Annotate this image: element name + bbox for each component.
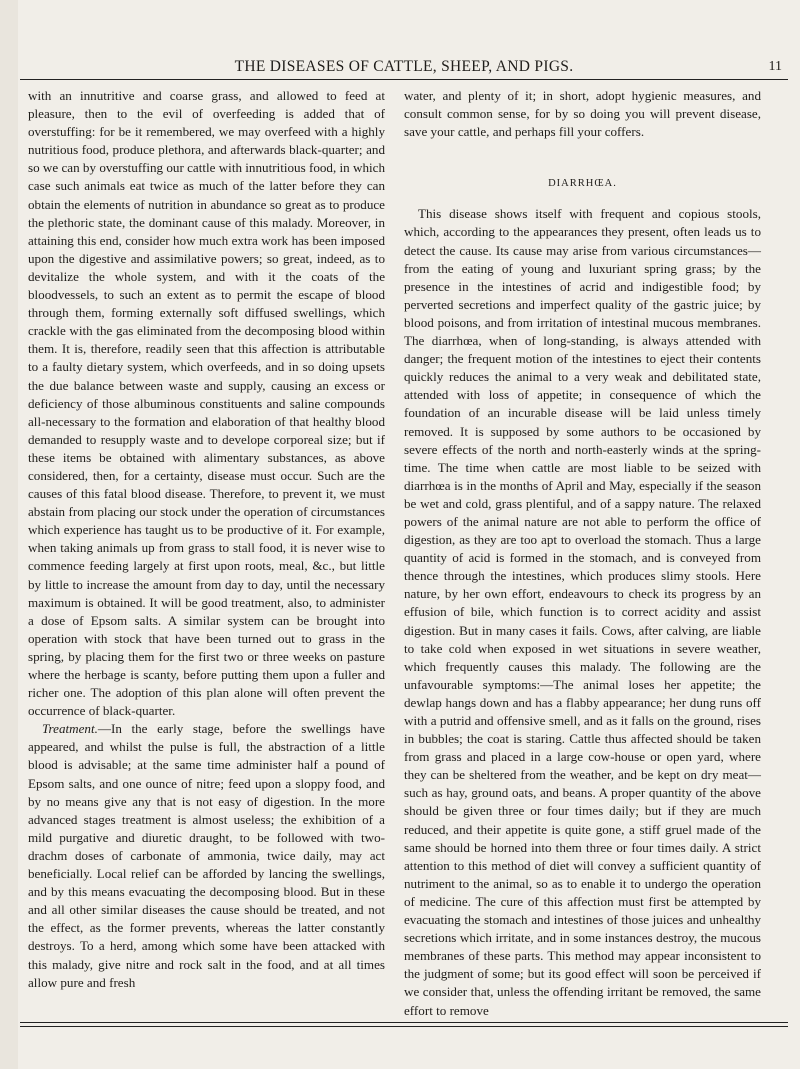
page-number: 11 — [768, 59, 782, 74]
footer-rule — [20, 1022, 788, 1023]
right-paragraph-2: This disease shows itself with frequent and copious stools, which, according to the appearances they present, often leads us to detect the cause. Its cause may arise from various circumstances—from the eating of young and luxuriant spring grass; by the presence in the intestines of acrid and indigestible food; by perverted secretions and imperfect quality of the gastric juice; by blood poisons, and from irritation of intestinal mucous membranes. The diarrhœa, when of long-standing, is always attended with danger; the frequent motion of the intestines to eject their contents quickly reduces the animal to a very weak and debilitated state, attended with loss of appetite; in consequence of which the foundation of an incurable disease will be laid unless timely removed. It is supposed by some authors to be occasioned by severe effects of the north and north-easterly winds at the spring-time. The time when cattle are most liable to be seized with diarrhœa is in the months of April and May, especially if the season be wet and cold, grass plentiful, and of a sappy nature. The relaxed powers of the animal nature are not able to perform the office of digestion, as they are too apt to overload the stomach. Thus a large quantity of acid is formed in the stomach, and is conveyed from thence through the intestines, which produces slimy stools. Here nature, by her own effort, endeavours to check its progress by an effusion of bile, which function is to correct acidity and assist digestion. But in many cases it fails. Cows, after calving, are liable to take cold when exposed in wet situations in severe weather, which frequently causes this malady. The following are the unfavourable symptoms:—The animal loses her appetite; the dewlap hangs down and has a flabby appearance; her dung runs off with a putrid and offensive smell, and as it falls on the ground, rises in bubbles; the coat is staring. Cattle thus affected should be taken from grass and placed in a large cow-house or open yard, where they can be sheltered from the weather, and be kept on dry meat—such as hay, ground oats, and beans. A proper quantity of the above should be given three or four times daily; but if they are much reduced, and their appetite is quite gone, a stiff gruel made of the same should be horned into them three or four times daily. A strict attention to this method of diet will convey a sufficient quantity of nutriment to the animal, so as to enable it to undergo the operation of medicine. The cure of this affection must first be attempted by evacuating the stomach and intestines of those juices and unhealthy secretions which irritate, and in some instances destroy, the mucous membranes of these parts. This method may appear inconsistent to the judgment of some; but its good effect will soon be perceived if we consider that, unless the offending irritant be removed, the same effort to remove — [404, 206, 761, 1018]
header-rule — [20, 79, 788, 80]
right-paragraph-1: water, and plenty of it; in short, adopt hygienic measures, and consult common sense, for by so doing you will prevent disease, save your cattle, and perhaps fill your coffers. — [404, 88, 761, 140]
section-heading-diarrhoea: DIARRHŒA. — [548, 178, 617, 190]
page-edge-shadow — [0, 0, 18, 1069]
treatment-text: —In the early stage, before the swellings have appeared, and whilst the pulse is full, the abstraction of a little blood is advisable; at the same time administer half a pound of Epsom salts, and one ounce of nitre; feed upon a sloppy food, and by no means give any that is not easy of digestion. In the more advanced stages treatment is almost useless; the exhibition of a mild purgative and diuretic draught, to be followed with two-drachm doses of carbonate of ammonia, twice daily, may act beneficially. Local relief can be afforded by lancing the swellings, and by this means evacuating the decomposing blood. But in these and all other similar diseases the cause should be treated, and not the effect, as the former prevents, whereas the latter constantly destroys. To a herd, among which some have been attacked with this malady, give nitre and rock salt in the food, and at all times allow pure and fresh — [28, 721, 385, 990]
footer-rule-secondary — [20, 1026, 788, 1027]
treatment-label: Treatment. — [42, 721, 98, 737]
running-title: THE DISEASES OF CATTLE, SHEEP, AND PIGS. — [234, 58, 574, 75]
right-column — [404, 87, 761, 1020]
left-column — [28, 87, 385, 992]
page-header — [20, 54, 788, 82]
left-paragraph-1: with an innutritive and coarse grass, and allowed to feed at pleasure, then to the evil of overfeeding is added that of overstuffing: for be it remembered, we may overfeed with a highly nutritious food, produce plethora, and afterwards black-quarter; and so we can by overstuffing our cattle with innutritious food, in which case such animals eat twice as much of the latter before they can obtain the elements of nutrition in abundance so great as to produce the plethoric state, the dominant cause of this malady. Moreover, in attaining this end, consider how much extra work has been imposed upon the digestive and assimilative powers; so great, indeed, as to devitalize the whole system, and with it the coats of the bloodvessels, to such an extent as to permit the escape of blood through them, forming externally soft diffused swellings, which crackle with the gas eliminated from the decomposing blood within them. It is, therefore, readily seen that this affection is attributable to a faulty dietary system, which overfeeds, and in so doing upsets the due balance between waste and supply, causing an excess or deficiency of those albuminous constituents and saline compounds all-necessary to the formation and elaboration of that healthy blood demanded to resupply waste and to develope corporeal size; but if these items be obtained with alimentary substances, as above considered, then, for a certainty, disease must occur. Such are the causes of this fatal blood disease. Therefore, to prevent it, we must abstain from placing our stock under the operation of circumstances which experience has taught us to be productive of it. For example, when taking animals up from grass to stall food, it is never wise to commence feeding largely at first upon roots, meal, &c., but little by little to increase the amount from day to day, until the necessary maximum is obtained. It will be good treatment, also, to administer a dose of Epsom salts. A similar system can be brought into operation with stock that have been turned out to grass in the spring, by placing them for the first two or three weeks on pasture where the herbage is scanty, before putting them upon a fuller and richer one. The adoption of this plan alone will often prevent the occurrence of black-quarter. — [28, 88, 385, 719]
treatment-paragraph — [28, 720, 385, 991]
